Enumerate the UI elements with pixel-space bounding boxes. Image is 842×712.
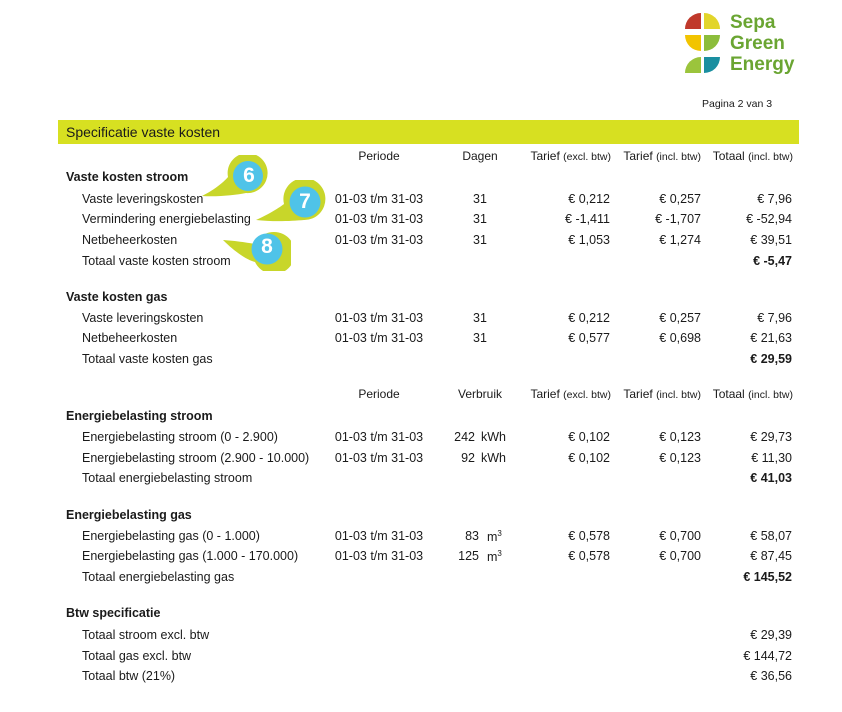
row-days: 31 (473, 192, 487, 206)
title-banner (58, 120, 799, 144)
header-tarief-excl-2: Tarief (excl. btw) (530, 387, 611, 401)
row-days: 31 (473, 331, 487, 345)
section-title-btw: Btw specificatie (66, 606, 161, 620)
logo (683, 11, 798, 77)
row-tarief-incl: € 0,123 (659, 451, 701, 465)
row-period: 01-03 t/m 31-03 (334, 311, 424, 325)
row-amount: 83 (465, 529, 479, 543)
total-label: Totaal vaste kosten stroom (82, 254, 231, 268)
row-label: Totaal btw (21%) (82, 669, 176, 683)
header-tarief-incl: Tarief (incl. btw) (623, 149, 701, 163)
page-title: Specificatie vaste kosten (66, 124, 221, 140)
row-tarief-excl: € 0,212 (568, 192, 610, 206)
row-label: Energiebelasting gas (0 - 1.000) (82, 529, 260, 543)
callout-number-7: 7 (299, 190, 311, 213)
row-tarief-incl: € 1,274 (659, 233, 701, 247)
section-title-stroom: Vaste kosten stroom (66, 170, 189, 184)
header-totaal-2: Totaal (incl. btw) (712, 387, 793, 401)
header-verbruik: Verbruik (457, 387, 503, 401)
row-period: 01-03 t/m 31-03 (334, 529, 424, 543)
header-dagen: Dagen (462, 149, 498, 163)
row-total: € 144,72 (743, 649, 792, 663)
row-period: 01-03 t/m 31-03 (334, 451, 424, 465)
row-unit: $m^3$ (487, 529, 502, 545)
row-label: Vaste leveringskosten (82, 311, 204, 325)
row-period: 01-03 t/m 31-03 (334, 549, 424, 563)
row-tarief-excl: € 0,212 (568, 311, 610, 325)
row-period: 01-03 t/m 31-03 (334, 212, 424, 226)
row-label: Totaal gas excl. btw (82, 649, 192, 663)
page-indicator: Pagina 2 van 3 (702, 98, 773, 110)
row-tarief-incl: € 0,700 (659, 529, 701, 543)
header-periode-2: Periode (358, 387, 400, 401)
row-tarief-incl: € 0,123 (659, 430, 701, 444)
callout-number-6: 6 (243, 164, 255, 187)
logo-mark-icon (683, 11, 725, 75)
header-periode: Periode (358, 149, 400, 163)
section-title-eb-gas: Energiebelasting gas (66, 508, 192, 522)
row-total: € 29,39 (750, 628, 792, 642)
total-value: € -5,47 (753, 254, 792, 268)
header-tarief-incl-2: Tarief (incl. btw) (623, 387, 701, 401)
row-unit: kWh (481, 430, 506, 444)
total-value: € 29,59 (750, 352, 792, 366)
total-label: Totaal vaste kosten gas (82, 352, 213, 366)
row-days: 31 (473, 233, 487, 247)
row-tarief-incl: € 0,257 (659, 311, 701, 325)
row-tarief-excl: € 0,578 (568, 529, 610, 543)
row-days: 31 (473, 311, 487, 325)
row-label: Totaal stroom excl. btw (82, 628, 210, 642)
row-total: € 58,07 (750, 529, 792, 543)
row-amount: 242 (454, 430, 475, 444)
row-tarief-excl: € 0,578 (568, 549, 610, 563)
row-unit: kWh (481, 451, 506, 465)
row-days: 31 (473, 212, 487, 226)
header-tarief-excl: Tarief (excl. btw) (530, 149, 611, 163)
section-title-eb-stroom: Energiebelasting stroom (66, 409, 213, 423)
row-period: 01-03 t/m 31-03 (334, 192, 424, 206)
row-total: € 7,96 (757, 192, 792, 206)
total-value: € 145,52 (743, 570, 792, 584)
callout-number-8: 8 (261, 235, 273, 258)
total-value: € 41,03 (750, 471, 792, 485)
row-label: Netbeheerkosten (82, 331, 178, 345)
logo-line-1: Sepa (730, 12, 776, 33)
row-total: € 21,63 (750, 331, 792, 345)
row-amount: 92 (461, 451, 475, 465)
row-tarief-excl: € -1,411 (565, 212, 610, 226)
row-amount: 125 (458, 549, 479, 563)
row-total: € 87,45 (750, 549, 792, 563)
row-period: 01-03 t/m 31-03 (334, 430, 424, 444)
row-total: € 29,73 (750, 430, 792, 444)
row-tarief-excl: € 0,102 (568, 430, 610, 444)
total-label: Totaal energiebelasting gas (82, 570, 235, 584)
logo-line-2: Green (730, 33, 785, 54)
header-totaal: Totaal (incl. btw) (712, 149, 793, 163)
row-label: Energiebelasting stroom (2.900 - 10.000) (82, 451, 310, 465)
row-label: Vaste leveringskosten (82, 192, 204, 206)
total-label: Totaal energiebelasting stroom (82, 471, 253, 485)
row-tarief-excl: € 0,577 (568, 331, 610, 345)
row-total: € 39,51 (750, 233, 792, 247)
row-label: Energiebelasting gas (1.000 - 170.000) (82, 549, 299, 563)
row-total: € 11,30 (751, 451, 792, 465)
row-tarief-incl: € 0,700 (659, 549, 701, 563)
row-total: € -52,94 (746, 212, 792, 226)
row-unit: $m^3$ (487, 549, 502, 565)
row-label: Vermindering energiebelasting (82, 212, 251, 226)
row-total: € 36,56 (750, 669, 792, 683)
row-tarief-excl: € 0,102 (568, 451, 610, 465)
row-period: 01-03 t/m 31-03 (334, 233, 424, 247)
row-tarief-excl: € 1,053 (568, 233, 610, 247)
row-total: € 7,96 (757, 311, 792, 325)
row-label: Netbeheerkosten (82, 233, 178, 247)
row-tarief-incl: € 0,257 (659, 192, 701, 206)
row-tarief-incl: € 0,698 (659, 331, 701, 345)
row-period: 01-03 t/m 31-03 (334, 331, 424, 345)
row-label: Energiebelasting stroom (0 - 2.900) (82, 430, 278, 444)
logo-line-3: Energy (730, 54, 795, 75)
section-title-gas: Vaste kosten gas (66, 290, 168, 304)
row-tarief-incl: € -1,707 (655, 212, 701, 226)
